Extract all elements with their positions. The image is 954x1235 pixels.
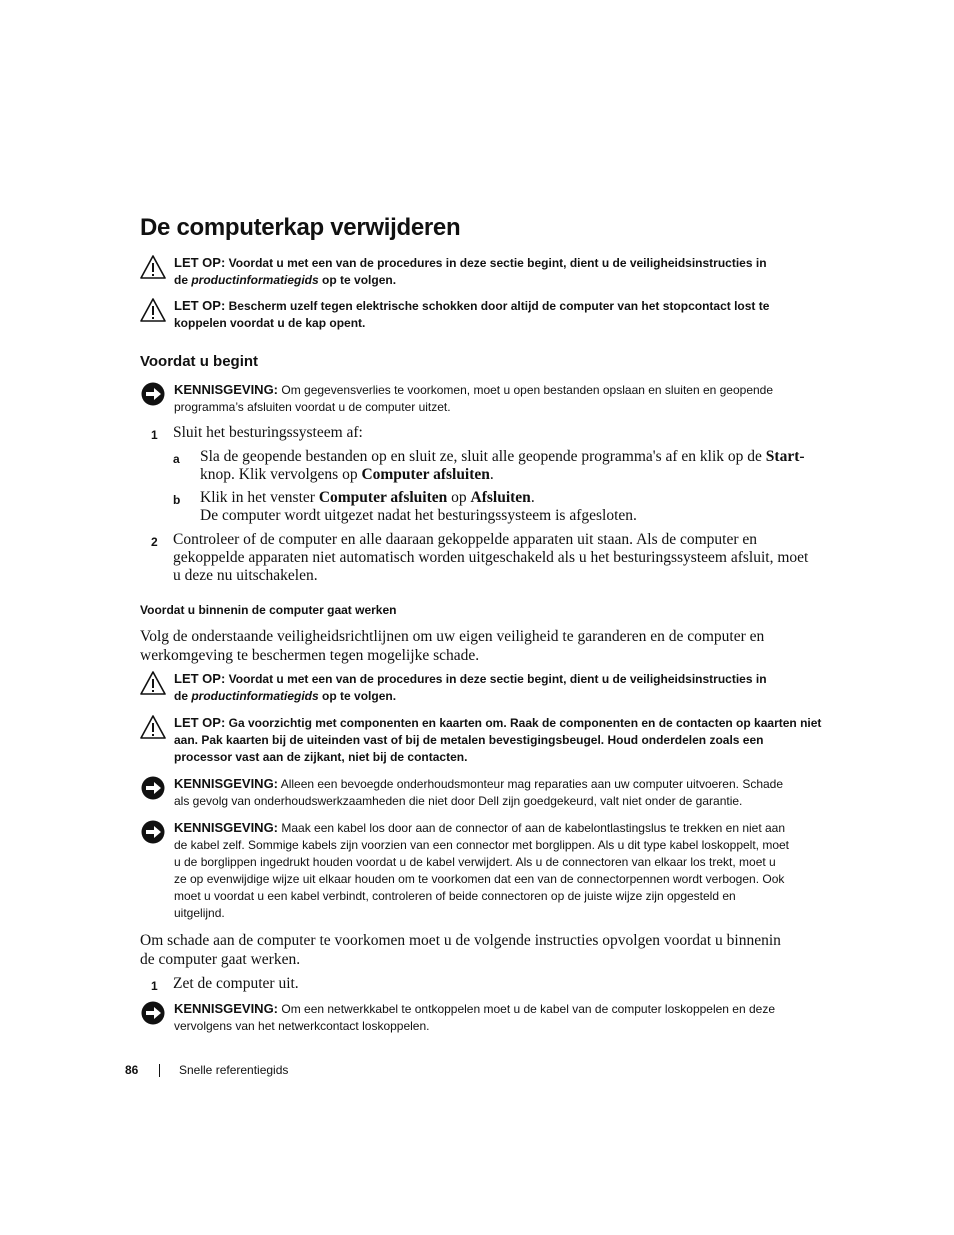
- warning-label: LET OP:: [174, 715, 226, 730]
- step-1a: [173, 448, 805, 484]
- intro-paragraph: [140, 627, 764, 665]
- step-text: u deze nu uitschakelen.: [173, 567, 318, 584]
- shutdown-window-reference: Computer afsluiten: [318, 489, 448, 506]
- warning-triangle-icon: [140, 297, 166, 323]
- notice-label: KENNISGEVING:: [174, 1001, 279, 1016]
- section-heading-voordat-u-begint: Voordat u begint: [140, 353, 259, 370]
- warning-text: koppelen voordat u de kap opent.: [174, 316, 366, 330]
- paragraph-text: werkomgeving te beschermen tegen mogelijke schade.: [140, 647, 480, 664]
- warning-text: processor vast aan de zijkant, niet bij de contacten.: [174, 750, 468, 764]
- notice-label: KENNISGEVING:: [174, 776, 279, 791]
- footer-title: Snelle referentiegids: [179, 1063, 289, 1077]
- start-button-reference: Start-: [765, 448, 805, 465]
- notice-arrow-icon: [140, 775, 166, 801]
- step-1b: [173, 489, 637, 525]
- notice-text: de kabel zelf. Sommige kabels zijn voorzien van een connector met borglippen. Als u dit type kabel loskoppelt, moet: [174, 838, 790, 852]
- notice-text: programma’s afsluiten voordat u de computer uitzet.: [174, 400, 451, 414]
- notice-text: ze op evenwijdige wijze uit elkaar houden om te voorkomen dat een van de connectorpennen wordt verbogen. Ook: [174, 872, 785, 886]
- notice-label: KENNISGEVING:: [174, 820, 279, 835]
- step-text: . Klik vervolgens op: [231, 466, 362, 483]
- guide-reference: productinformatiegids: [191, 273, 319, 287]
- warning-text: aan. Pak kaarten bij de uiteinden vast of bij de metalen bevestigingsbeugel. Houd onderdelen zoals een: [174, 733, 764, 747]
- warning-text: Bescherm uzelf tegen elektrische schokken door altijd de computer van het stopcontact lost te: [228, 299, 770, 313]
- warning-label: LET OP:: [174, 298, 226, 313]
- notice-text: Om een netwerkkabel te ontkoppelen moet u de kabel van de computer loskoppelen en deze: [281, 1002, 776, 1016]
- step-number: 1: [151, 428, 158, 442]
- warning-text: de: [174, 273, 192, 287]
- notice-arrow-icon: [140, 819, 166, 845]
- warning-label: LET OP:: [174, 255, 226, 270]
- warning-text: op te volgen.: [318, 689, 397, 703]
- step-1-power-off: [151, 975, 299, 993]
- notice-text: vervolgens van het netwerkcontact loskoppelen.: [174, 1019, 430, 1033]
- paragraph-text: de computer gaat werken.: [140, 951, 301, 968]
- step-text: .: [530, 489, 535, 506]
- footer-divider: [159, 1064, 160, 1077]
- step-text: Zet de computer uit.: [173, 975, 299, 992]
- notice-text: Maak een kabel los door aan de connector of aan de kabelontlastingslus te trekken en niet aan: [281, 821, 786, 835]
- notice-label: KENNISGEVING:: [174, 382, 279, 397]
- warning-text: Voordat u met een van de procedures in deze sectie begint, dient u de veiligheidsinstructies in: [228, 672, 767, 686]
- step-text: De computer wordt uitgezet nadat het besturingssysteem is afgesloten.: [200, 507, 637, 524]
- step-1: [151, 424, 363, 442]
- notice-text: Alleen een bevoegde onderhoudsmonteur mag reparaties aan uw computer uitvoeren. Schade: [280, 777, 784, 791]
- warning-triangle-icon: [140, 254, 166, 280]
- notice-text: uitgelijnd.: [174, 906, 225, 920]
- shutdown-option-reference: Afsluiten: [470, 489, 531, 506]
- paragraph-text: Volg de onderstaande veiligheidsrichtlijnen om uw eigen veiligheid te garanderen en de computer en: [140, 628, 765, 645]
- warning-text: Voordat u met een van de procedures in deze sectie begint, dient u de veiligheidsinstructies in: [228, 256, 767, 270]
- paragraph-2: [140, 931, 781, 969]
- warning-triangle-icon: [140, 670, 166, 696]
- warning-text: Ga voorzichtig met componenten en kaarten om. Raak de componenten en de contacten op kaarten niet: [228, 716, 822, 730]
- notice-text: Om gegevensverlies te voorkomen, moet u open bestanden opslaan en sluiten en geopende: [281, 383, 774, 397]
- paragraph-text: Om schade aan de computer te voorkomen moet u de volgende instructies opvolgen voordat u binnenin: [140, 932, 781, 949]
- warning-label: LET OP:: [174, 671, 226, 686]
- notice-text: als gevolg van onderhoudswerkzaamheden die niet door Dell zijn goedgekeurd, valt niet onder de garantie.: [174, 794, 743, 808]
- warning-text: op te volgen.: [318, 273, 397, 287]
- warning-text: de: [174, 689, 192, 703]
- notice-arrow-icon: [140, 1000, 166, 1026]
- step-text: Klik in het venster: [200, 489, 319, 506]
- step-letter: b: [173, 493, 181, 507]
- step-text: knop: [200, 466, 231, 483]
- guide-reference: productinformatiegids: [191, 689, 319, 703]
- step-text: .: [489, 466, 494, 483]
- step-text: Controleer of de computer en alle daaraan gekoppelde apparaten uit staan. Als de computer en: [173, 531, 758, 548]
- notice-text: u de borglippen ingedrukt houden voordat u de kabel verwijdert. Als u de connectoren van elkaar los trekt, moet u: [174, 855, 776, 869]
- page-number: 86: [125, 1063, 139, 1077]
- section-heading-binnenin: Voordat u binnenin de computer gaat werken: [140, 603, 397, 617]
- notice-text: moet u voordat u een kabel verbindt, controleren of beide connectoren op de juiste wijze zijn opgesteld en: [174, 889, 736, 903]
- page-title: De computerkap verwijderen: [140, 214, 461, 241]
- step-text: op: [447, 489, 471, 506]
- step-number: 2: [151, 535, 158, 549]
- step-2: [151, 531, 809, 585]
- notice-arrow-icon: [140, 381, 166, 407]
- step-text: Sla de geopende bestanden op en sluit ze, sluit alle geopende programma's af en klik op de: [200, 448, 766, 465]
- shutdown-command-reference: Computer afsluiten: [361, 466, 490, 483]
- step-letter: a: [173, 452, 180, 466]
- step-number: 1: [151, 979, 158, 993]
- warning-triangle-icon: [140, 714, 166, 740]
- step-text: gekoppelde apparaten niet automatisch worden uitgeschakeld als u het besturingssysteem afsluit, moet: [173, 549, 809, 566]
- step-text: Sluit het besturingssysteem af:: [173, 424, 363, 441]
